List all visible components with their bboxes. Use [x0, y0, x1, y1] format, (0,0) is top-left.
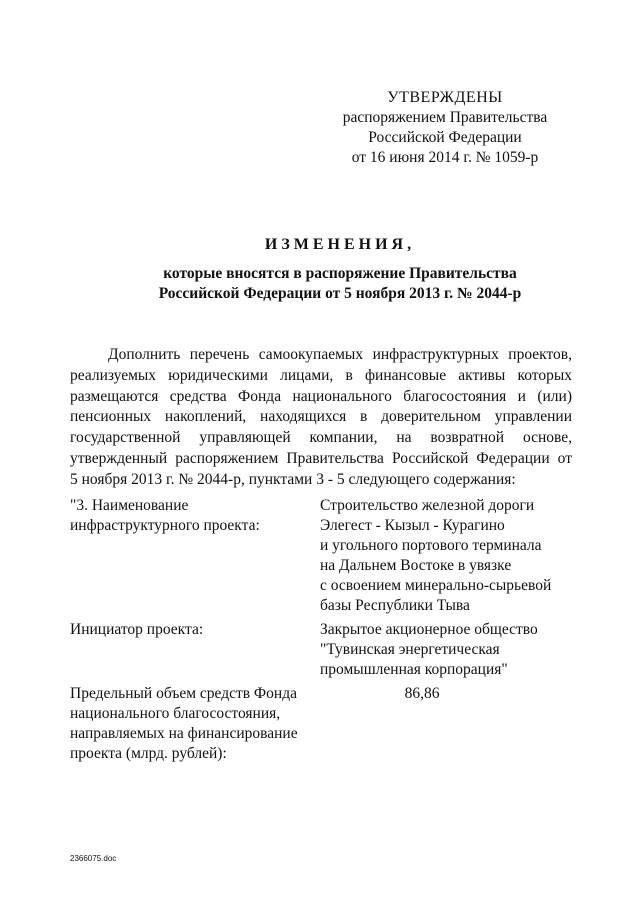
approved-heading: УТВЕРЖДЕНЫ — [387, 89, 503, 106]
funding-limit-value — [392, 684, 452, 704]
document-title: ИЗМЕНЕНИЯ, — [264, 236, 416, 253]
label-line: направляемых на финансирование — [70, 725, 298, 742]
body-line: государственной управляющей компании, на возвратной основе, — [70, 429, 572, 447]
body-line: утвержденный распоряжением Правительства Российской Федерации от — [70, 449, 572, 467]
value-line: с освоением минерально-сырьевой — [320, 577, 552, 594]
body-line: Дополнить перечень самоокупаемых инфраструктурных проектов, — [108, 346, 572, 363]
label-line: Предельный объем средств Фонда — [70, 685, 297, 702]
document-subtitle — [60, 264, 620, 304]
funding-limit-label — [70, 684, 310, 764]
label-line: инфраструктурного проекта: — [70, 517, 260, 534]
label-line: национального благосостояния, — [70, 705, 281, 722]
project-name-value — [320, 496, 570, 616]
body-line: 5 ноября 2013 г. № 2044-р, пунктами 3 - 5 следующего содержания: — [70, 470, 516, 488]
value-line: "Тувинская энергетическая — [320, 641, 500, 658]
project-name-label — [70, 496, 310, 536]
value-line: промышленная корпорация" — [320, 661, 508, 678]
value-line: Закрытое акционерное общество — [320, 621, 538, 638]
label-line: "3. Наименование — [70, 497, 189, 514]
document-code: 2366075.doc — [70, 854, 117, 863]
subtitle-line-1: которые вносятся в распоряжение Правительства — [163, 265, 517, 282]
approval-stamp — [330, 88, 560, 168]
approval-line-3: от 16 июня 2014 г. № 1059-р — [351, 149, 539, 166]
subtitle-line-2: Российской Федерации от 5 ноября 2013 г. № 2044-р — [158, 285, 522, 302]
approval-line-2: Российской Федерации — [368, 129, 522, 146]
label-line: Инициатор проекта: — [70, 621, 204, 638]
value-line: Элегест - Кызыл - Курагино — [320, 517, 505, 534]
value-line: на Дальнем Востоке в увязке — [320, 557, 512, 574]
body-paragraph — [70, 345, 572, 491]
value-line: 86,86 — [404, 685, 440, 702]
value-line: и угольного портового терминала — [320, 537, 542, 554]
project-initiator-value — [320, 620, 570, 680]
body-line: размещаются средства Фонда национального благосостояния и (или) — [70, 387, 572, 405]
label-line: проекта (млрд. рублей): — [70, 745, 227, 762]
value-line: Строительство железной дороги — [320, 497, 535, 514]
approval-line-1: распоряжением Правительства — [342, 109, 548, 126]
body-line: пенсионных накоплений, находящихся в доверительном управлении — [70, 408, 572, 426]
project-initiator-label — [70, 620, 310, 640]
value-line: базы Республики Тыва — [320, 597, 470, 614]
body-line: реализуемых юридическими лицами, в финансовые активы которых — [70, 366, 572, 384]
